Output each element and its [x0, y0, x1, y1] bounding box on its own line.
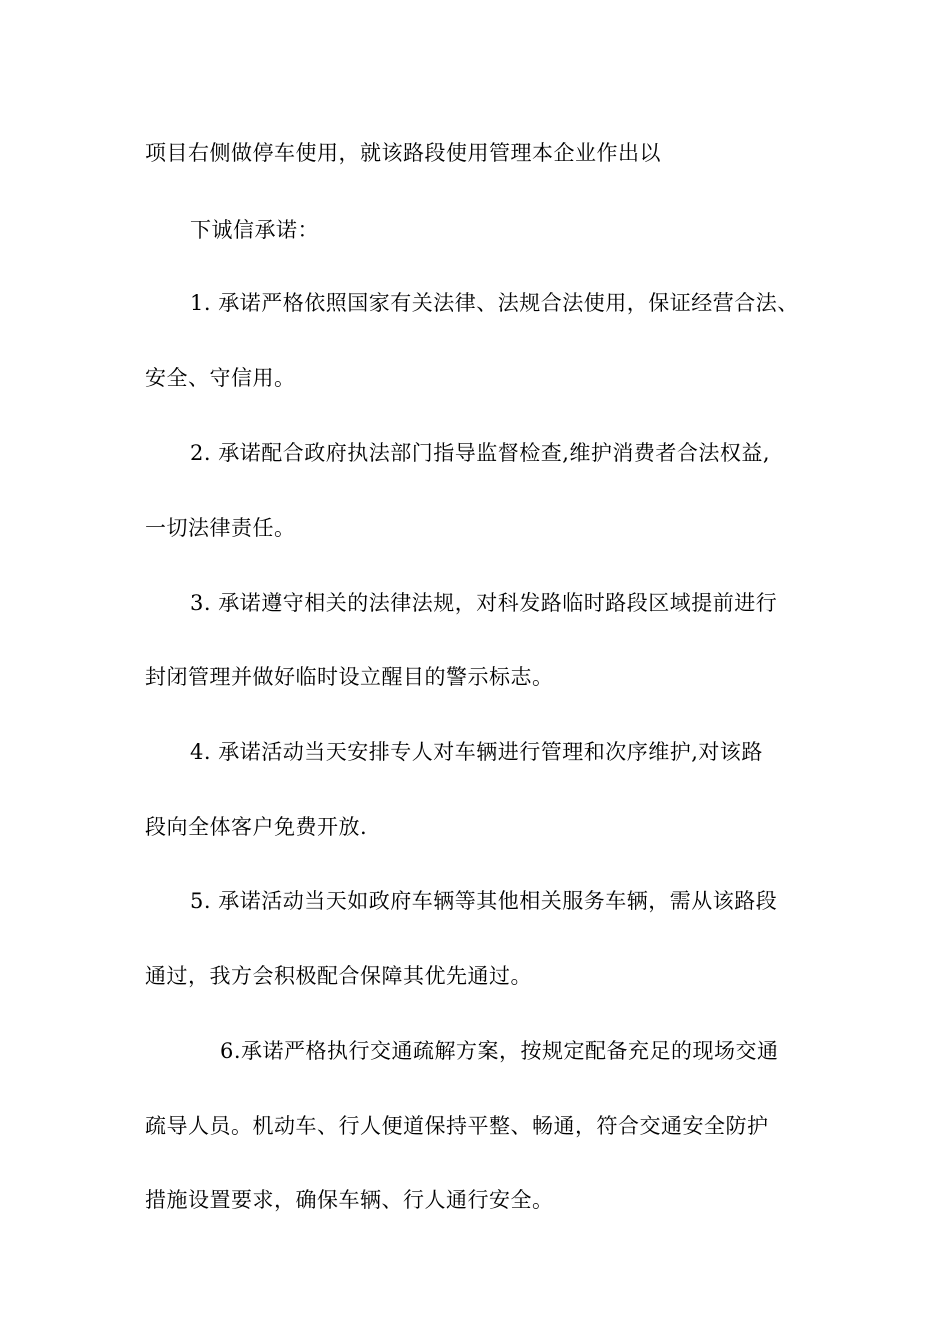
list-item-5-line: 5. 承诺活动当天如政府车辆等其他相关服务车辆，需从该路段	[190, 889, 778, 913]
list-item-1-line: 1. 承诺严格依照国家有关法律、法规合法使用，保证经营合法、	[190, 291, 799, 315]
list-item-2-line: 2. 承诺配合政府执法部门指导监督检查,维护消费者合法权益,	[190, 441, 771, 465]
list-item-4-line: 段向全体客户免费开放.	[145, 815, 368, 839]
list-item-5-line: 通过，我方会积极配合保障其优先通过。	[145, 964, 532, 988]
list-item-3-line: 封闭管理并做好临时设立醒目的警示标志。	[145, 665, 554, 689]
list-item-1-line: 安全、守信用。	[145, 366, 296, 390]
paragraph-line: 项目右侧做停车使用，就该路段使用管理本企业作出以	[145, 141, 661, 165]
list-item-6-line: 6.承诺严格执行交通疏解方案，按规定配备充足的现场交通	[220, 1039, 779, 1063]
list-item-3-line: 3. 承诺遵守相关的法律法规，对科发路临时路段区域提前进行	[190, 591, 778, 615]
list-item-6-line: 措施设置要求，确保车辆、行人通行安全。	[145, 1188, 554, 1212]
list-item-2-line: 一切法律责任。	[145, 516, 296, 540]
paragraph-line: 下诚信承诺：	[190, 218, 319, 242]
list-item-4-line: 4. 承诺活动当天安排专人对车辆进行管理和次序维护,对该路	[190, 740, 763, 764]
list-item-6-line: 疏导人员。机动车、行人便道保持平整、畅通，符合交通安全防护	[145, 1114, 769, 1138]
